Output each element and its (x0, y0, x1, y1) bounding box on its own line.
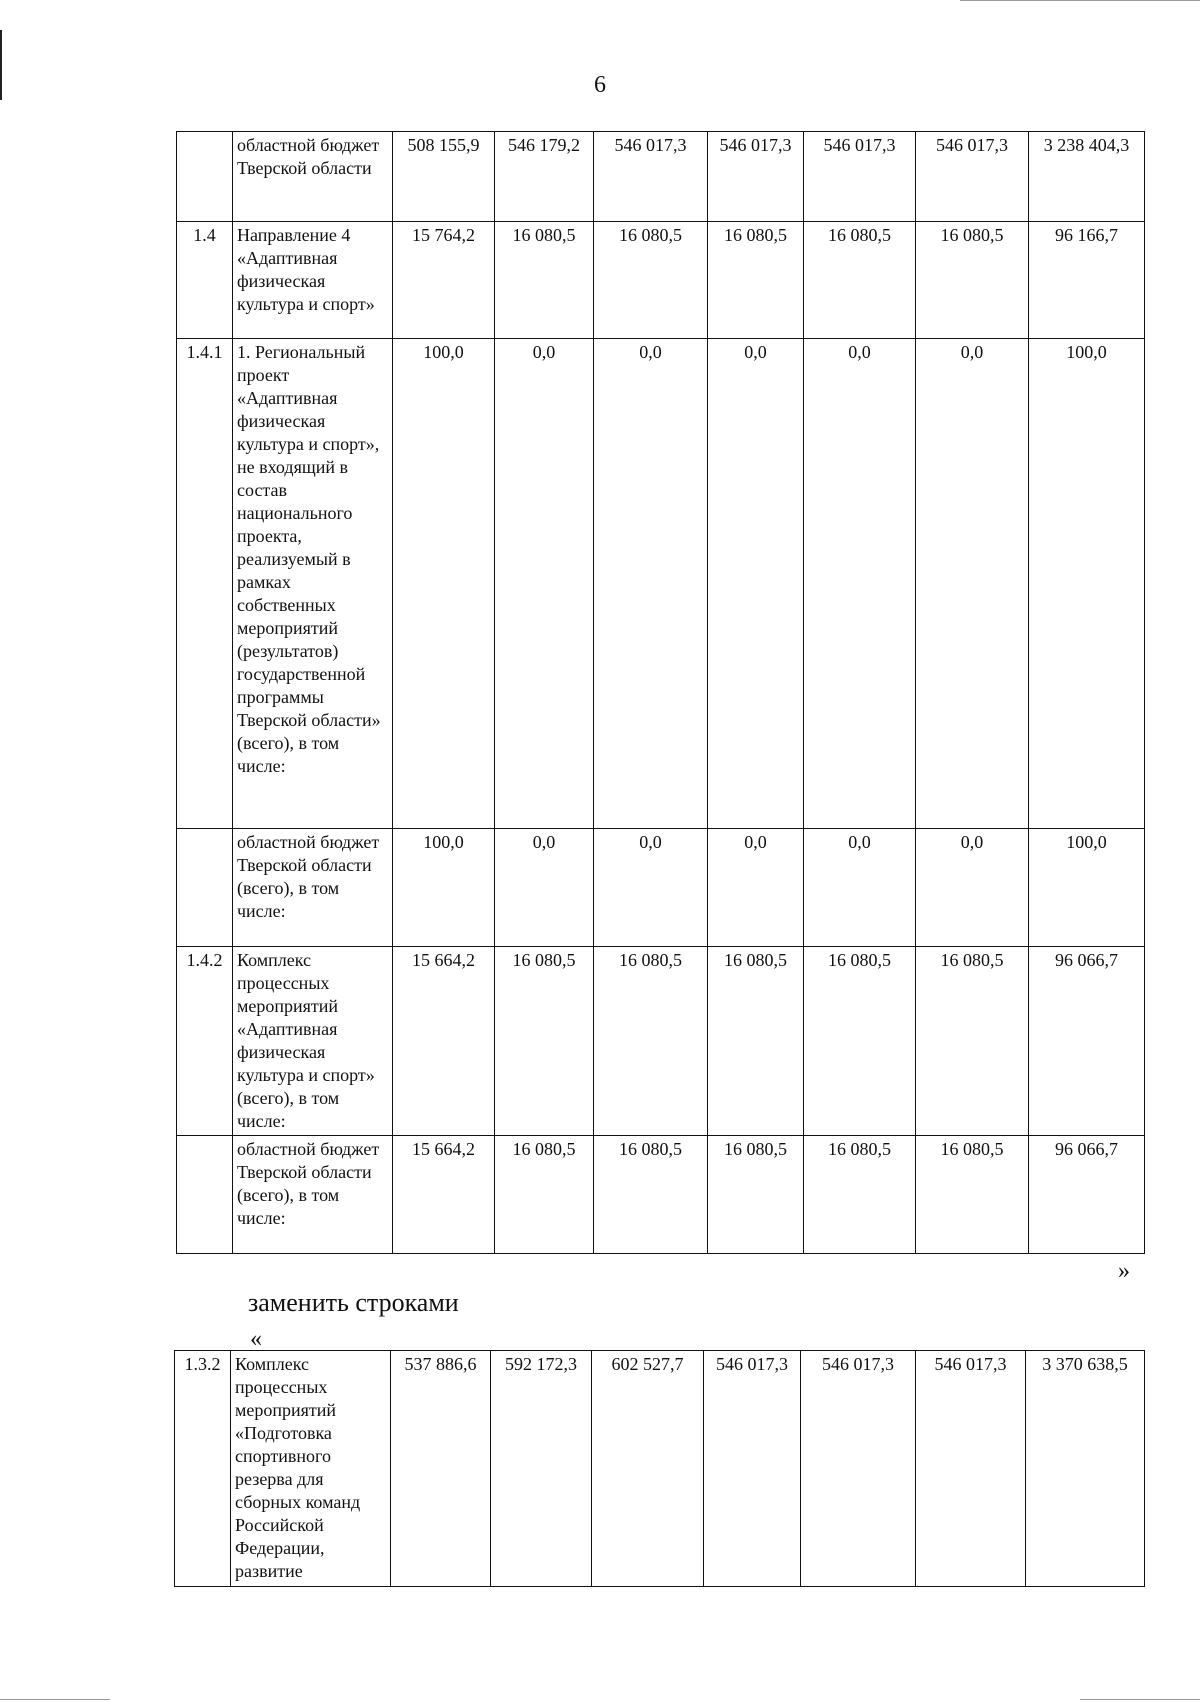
row-name-cell: Комплекс процессных мероприятий «Адаптивная физическая культура и спорт» (всего), в том числе: (233, 947, 393, 1136)
value-cell: 100,0 (393, 829, 495, 947)
value-cell: 0,0 (916, 339, 1029, 829)
value-cell: 15 664,2 (393, 1136, 495, 1254)
value-cell: 546 017,3 (916, 132, 1029, 222)
row-code-cell (177, 132, 233, 222)
scan-edge-mark (960, 0, 1200, 1)
value-cell: 0,0 (594, 829, 708, 947)
table-row (175, 1351, 1145, 1587)
scan-edge-mark (0, 1699, 110, 1700)
value-cell: 592 172,3 (491, 1351, 592, 1587)
value-cell: 537 886,6 (391, 1351, 491, 1587)
value-cell: 16 080,5 (594, 222, 708, 339)
value-cell: 0,0 (495, 829, 594, 947)
row-name-cell: 1. Региональный проект «Адаптивная физическая культура и спорт», не входящий в состав национального проекта, реализуемый в рамках собственных мероприятий (результатов) государственной программы Тверской области» (всего), в том числе: (233, 339, 393, 829)
value-cell: 0,0 (804, 339, 916, 829)
value-cell: 546 017,3 (916, 1351, 1026, 1587)
value-cell: 16 080,5 (594, 947, 708, 1136)
value-cell: 16 080,5 (495, 947, 594, 1136)
table-row (177, 339, 1145, 829)
value-cell: 100,0 (393, 339, 495, 829)
value-cell: 546 017,3 (801, 1351, 916, 1587)
row-name-cell: областной бюджет Тверской области (всего), в том числе: (233, 829, 393, 947)
value-cell: 16 080,5 (708, 947, 804, 1136)
value-cell: 0,0 (804, 829, 916, 947)
row-name-cell: Комплекс процессных мероприятий «Подготовка спортивного резерва для сборных команд Российской Федерации, развитие (231, 1351, 391, 1587)
value-cell: 3 238 404,3 (1029, 132, 1145, 222)
table-row (177, 1136, 1145, 1254)
value-cell: 546 179,2 (495, 132, 594, 222)
value-cell: 546 017,3 (708, 132, 804, 222)
table-row (177, 829, 1145, 947)
table-row (177, 947, 1145, 1136)
replace-with-rows-text: заменить строками (248, 1288, 459, 1317)
value-cell: 602 527,7 (592, 1351, 704, 1587)
value-cell: 0,0 (594, 339, 708, 829)
value-cell: 100,0 (1029, 339, 1145, 829)
row-code-cell (177, 829, 233, 947)
row-code-cell: 1.3.2 (175, 1351, 231, 1587)
closing-quote-mark: » (1118, 1258, 1130, 1284)
value-cell: 0,0 (708, 829, 804, 947)
value-cell: 16 080,5 (708, 222, 804, 339)
value-cell: 96 166,7 (1029, 222, 1145, 339)
value-cell: 16 080,5 (495, 222, 594, 339)
budget-table (176, 131, 1145, 1254)
value-cell: 0,0 (916, 829, 1029, 947)
row-code-cell: 1.4.2 (177, 947, 233, 1136)
table-row (177, 222, 1145, 339)
value-cell: 16 080,5 (916, 222, 1029, 339)
value-cell: 0,0 (708, 339, 804, 829)
table-row (177, 132, 1145, 222)
row-code-cell: 1.4 (177, 222, 233, 339)
value-cell: 16 080,5 (916, 947, 1029, 1136)
value-cell: 16 080,5 (804, 1136, 916, 1254)
value-cell: 16 080,5 (916, 1136, 1029, 1254)
value-cell: 546 017,3 (804, 132, 916, 222)
value-cell: 16 080,5 (594, 1136, 708, 1254)
value-cell: 96 066,7 (1029, 947, 1145, 1136)
value-cell: 0,0 (495, 339, 594, 829)
value-cell: 508 155,9 (393, 132, 495, 222)
row-code-cell: 1.4.1 (177, 339, 233, 829)
row-name-cell: Направление 4 «Адаптивная физическая культура и спорт» (233, 222, 393, 339)
value-cell: 3 370 638,5 (1026, 1351, 1145, 1587)
value-cell: 16 080,5 (708, 1136, 804, 1254)
value-cell: 16 080,5 (804, 947, 916, 1136)
scan-edge-mark (1080, 1699, 1200, 1700)
row-name-cell: областной бюджет Тверской области (233, 132, 393, 222)
row-name-cell: областной бюджет Тверской области (всего), в том числе: (233, 1136, 393, 1254)
opening-quote-mark: « (250, 1326, 262, 1352)
value-cell: 546 017,3 (704, 1351, 801, 1587)
value-cell: 16 080,5 (495, 1136, 594, 1254)
value-cell: 100,0 (1029, 829, 1145, 947)
page-number: 6 (594, 72, 606, 98)
value-cell: 15 664,2 (393, 947, 495, 1136)
value-cell: 546 017,3 (594, 132, 708, 222)
value-cell: 15 764,2 (393, 222, 495, 339)
scan-edge-mark (0, 30, 2, 100)
value-cell: 96 066,7 (1029, 1136, 1145, 1254)
replacement-table (174, 1350, 1145, 1587)
value-cell: 16 080,5 (804, 222, 916, 339)
row-code-cell (177, 1136, 233, 1254)
